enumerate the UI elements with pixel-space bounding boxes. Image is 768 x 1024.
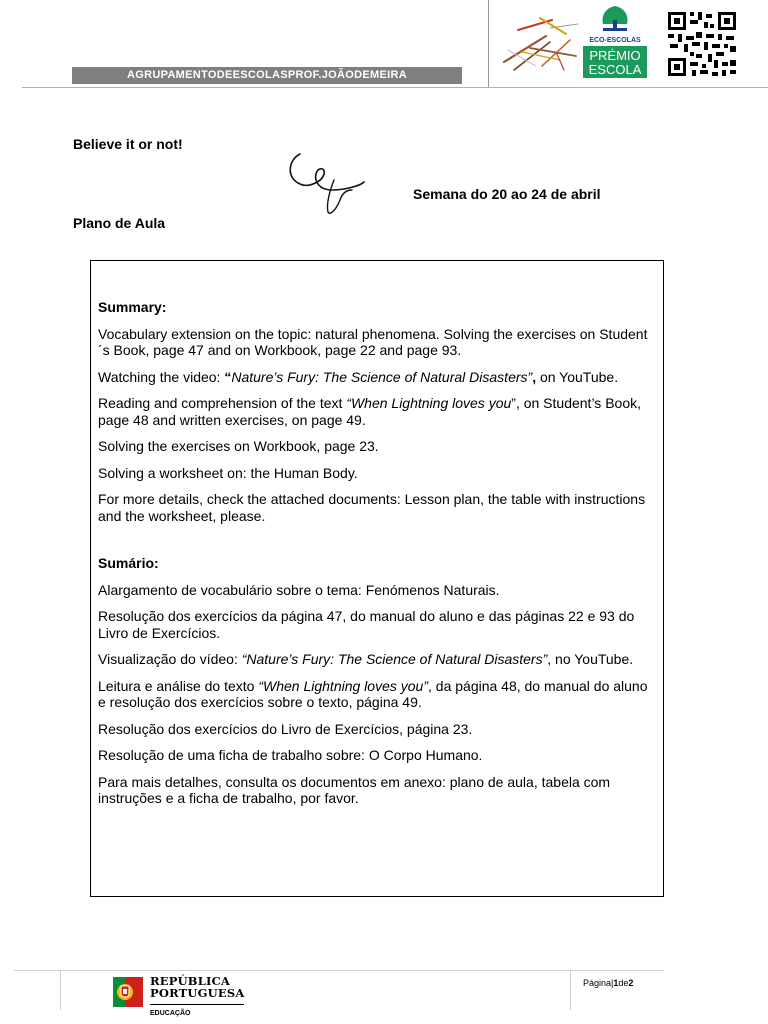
- footer-divider: [570, 970, 571, 1010]
- summary-paragraph: Solving the exercises on Workbook, page 23.: [98, 438, 379, 454]
- eco-logo-escola: ESCOLA: [588, 62, 642, 77]
- eco-logo-label: ECO-ESCOLAS: [589, 37, 641, 44]
- eco-escolas-logo: [583, 2, 647, 78]
- summary-paragraph: For more details, check the attached documents: Lesson plan, the table with instructions and the worksheet, please.: [98, 491, 646, 524]
- summary-paragraph: Watching the video: “Nature’s Fury: The Science of Natural Disasters”, on YouTube.: [98, 368, 619, 385]
- sumario-paragraph: Leitura e análise do texto “When Lightning loves you”, da página 48, do manual do aluno e resolução dos exercícios sobre o texto, página 49.: [98, 677, 648, 710]
- portugal-emblem-icon: [113, 973, 143, 1009]
- document-title: Believe it or not!: [73, 136, 183, 152]
- qr-code: [666, 10, 738, 78]
- sumario-heading: Sumário:: [98, 555, 159, 571]
- sumario-paragraph: Visualização do vídeo: “Nature’s Fury: The Science of Natural Disasters”, no YouTube.: [98, 651, 634, 667]
- ministry-label: EDUCAÇÃO: [150, 1010, 191, 1017]
- summary-paragraph: Vocabulary extension on the topic: natural phenomena. Solving the exercises on Student´s Book, page 47 and on Workbook, page 22 and page 93.: [98, 325, 648, 358]
- school-name-bar: AGRUPAMENTODEESCOLASPROF.JOÃODEMEIRA: [72, 67, 462, 84]
- page-number: Página|1de2: [583, 978, 634, 988]
- footer-divider: [60, 970, 61, 1010]
- eco-logo-premio: PRÉMIO: [589, 48, 641, 63]
- footer-rule: [14, 970, 664, 971]
- sumario-paragraph: Resolução de uma ficha de trabalho sobre: O Corpo Humano.: [98, 747, 483, 763]
- lesson-summary-box: [90, 260, 664, 897]
- government-wordmark: REPÚBLICA PORTUGUESA: [150, 974, 245, 1000]
- header-rule: [22, 87, 768, 88]
- sumario-paragraph: Resolução dos exercícios da página 47, do manual do aluno e das páginas 22 e 93 do Livro de Exercícios.: [98, 608, 635, 641]
- sumario-paragraph: Resolução dos exercícios do Livro de Exercícios, página 23.: [98, 720, 473, 737]
- summary-paragraph: Solving a worksheet on: the Human Body.: [98, 464, 358, 481]
- summary-paragraph: Reading and comprehension of the text “When Lightning loves you”, on Student’s Book, page 48 and written exercises, on page 49.: [98, 395, 641, 428]
- document-subtitle: Plano de Aula: [73, 215, 166, 231]
- summary-heading: Summary:: [98, 299, 167, 315]
- government-underline: [150, 1004, 244, 1005]
- week-dates: Semana do 20 ao 24 de abril: [413, 186, 601, 202]
- school-logo: [500, 12, 582, 72]
- header-divider: [488, 0, 489, 87]
- sumario-paragraph: Para mais detalhes, consulta os documentos em anexo: plano de aula, tabela com instruções e a ficha de trabalho, por favor.: [98, 773, 611, 806]
- sumario-paragraph: Alargamento de vocabulário sobre o tema: Fenómenos Naturais.: [98, 581, 500, 598]
- signature: [282, 146, 366, 218]
